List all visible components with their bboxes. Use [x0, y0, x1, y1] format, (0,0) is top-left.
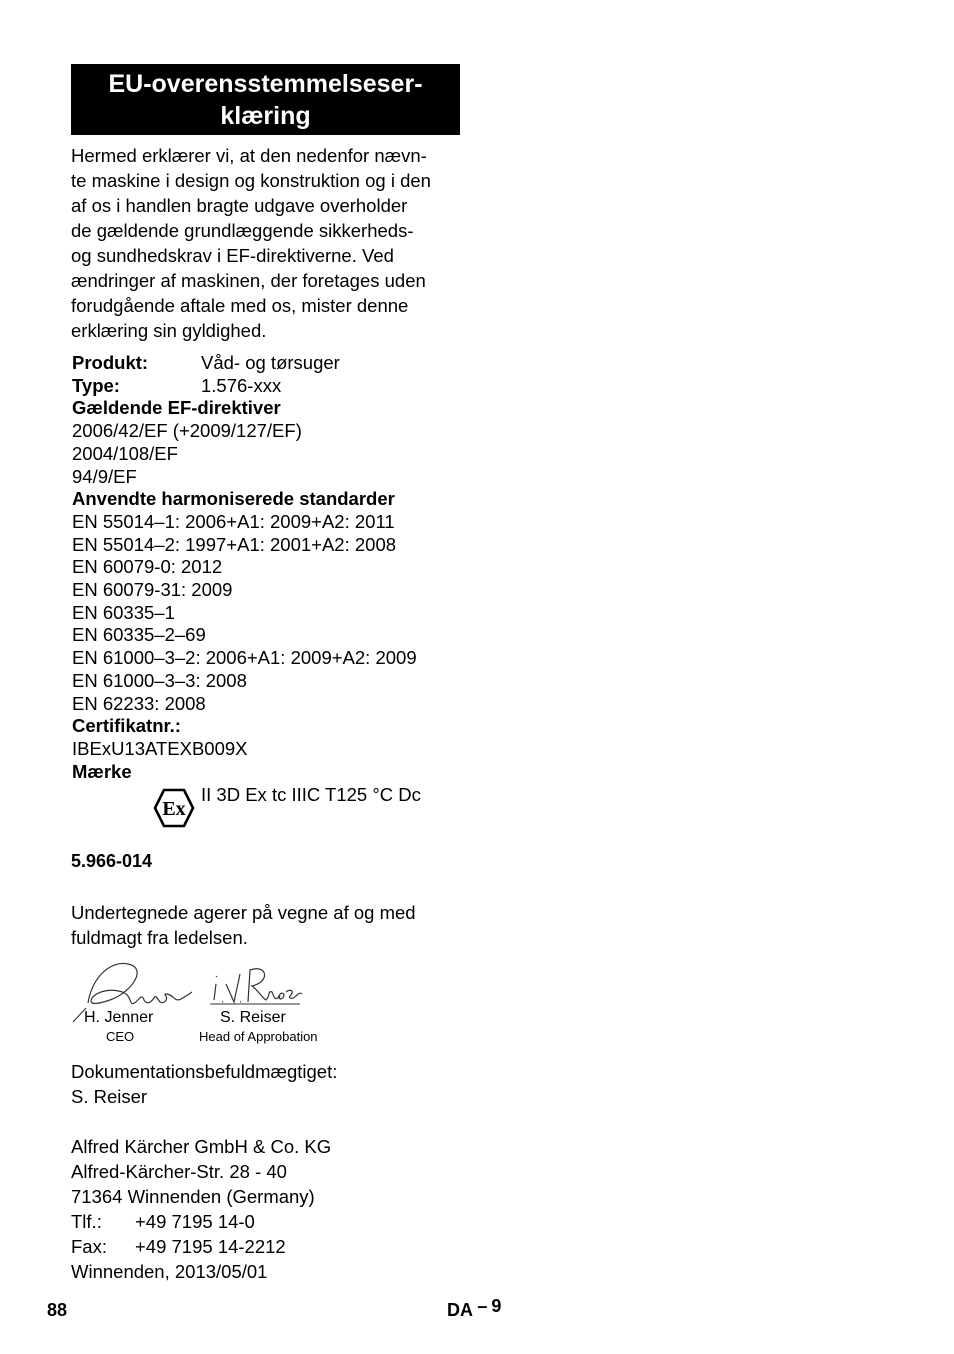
doc-authorized-name: S. Reiser [71, 1086, 148, 1107]
certificate-value: IBExU13ATEXB009X [72, 737, 248, 759]
standard-item: EN 61000–3–3: 2008 [72, 669, 247, 691]
directives-heading: Gældende EF-direktiver [72, 397, 281, 419]
product-value: Våd- og tørsuger [201, 352, 340, 373]
section-page-number: 9 [491, 1296, 502, 1316]
intro-line: te maskine i design og konstruktion og i den [71, 170, 431, 191]
standard-item: EN 60335–1 [72, 601, 175, 623]
company-name: Alfred Kärcher GmbH & Co. KG [71, 1136, 332, 1157]
company-street: Alfred-Kärcher-Str. 28 - 40 [71, 1161, 287, 1182]
intro-line: forudgående aftale med os, mister denne [71, 295, 409, 316]
standard-item: EN 60079-31: 2009 [72, 579, 233, 601]
intro-line: Hermed erklærer vi, at den nedenfor nævn- [71, 145, 427, 166]
type-label: Type: [72, 374, 120, 396]
intro-line: erklæring sin gyldighed. [71, 320, 267, 341]
page-title-line-1: EU-overensstemmelseser- [108, 70, 423, 98]
documentation-authorized [71, 1059, 463, 1109]
standard-item: EN 60079-0: 2012 [72, 556, 223, 578]
product-row [72, 352, 417, 375]
phone-label: Tlf.: [71, 1211, 102, 1232]
standards-heading: Anvendte harmoniserede standarder [72, 488, 395, 510]
standard-item: EN 61000–3–2: 2006+A1: 2009+A2: 2009 [72, 647, 417, 669]
type-row [72, 375, 417, 398]
intro-paragraph [71, 143, 463, 343]
language-code: DA [447, 1300, 473, 1320]
company-address [71, 1134, 463, 1284]
page-number: 88 [47, 1300, 68, 1320]
page-title-line-2: klæring [220, 102, 311, 130]
signer-role-reiser: Head of Approbation [199, 1029, 318, 1044]
company-city: 71364 Winnenden (Germany) [71, 1186, 315, 1207]
document-number: 5.966-014 [71, 851, 153, 871]
declaration-fields [72, 352, 417, 783]
signer-role-jenner: CEO [106, 1029, 135, 1044]
product-label: Produkt: [72, 352, 149, 373]
ex-symbol-text: Ex [162, 798, 186, 820]
footer-dash: – [477, 1296, 488, 1316]
type-value: 1.576-xxx [201, 374, 282, 396]
signer-name-jenner: H. Jenner [84, 1009, 154, 1026]
ex-hexagon-icon [153, 788, 195, 828]
standard-item: EN 55014–2: 1997+A1: 2001+A2: 2008 [72, 533, 397, 555]
company-fax-row [71, 1234, 463, 1259]
directive-item: 2006/42/EF (+2009/127/EF) [72, 420, 302, 442]
marking-label: Mærke [72, 760, 132, 782]
place-date: Winnenden, 2013/05/01 [71, 1261, 268, 1282]
signatory-statement [71, 900, 463, 950]
directive-item: 94/9/EF [72, 465, 137, 487]
fax-label: Fax: [71, 1236, 107, 1257]
certificate-label: Certifikatnr.: [72, 715, 181, 737]
signature-reiser-image [208, 962, 304, 1008]
standard-item: EN 62233: 2008 [72, 692, 206, 714]
page-title [71, 64, 460, 135]
signatory-line: Undertegnede agerer på vegne af og med [71, 902, 416, 923]
fax-value: +49 7195 14-2212 [135, 1236, 286, 1257]
directive-item: 2004/108/EF [72, 442, 178, 464]
company-phone-row [71, 1209, 463, 1234]
phone-value: +49 7195 14-0 [135, 1211, 255, 1232]
standard-item: EN 60335–2–69 [72, 624, 206, 646]
footer-section-label [447, 1296, 502, 1321]
intro-line: af os i handlen bragte udgave overholder [71, 195, 408, 216]
standard-item: EN 55014–1: 2006+A1: 2009+A2: 2011 [72, 510, 395, 532]
signatory-line: fuldmagt fra ledelsen. [71, 927, 248, 948]
intro-line: de gældende grundlæggende sikkerheds- [71, 220, 414, 241]
intro-line: ændringer af maskinen, der foretages uden [71, 270, 426, 291]
doc-authorized-label: Dokumentationsbefuldmægtiget: [71, 1061, 338, 1082]
signer-name-reiser: S. Reiser [220, 1009, 286, 1026]
marking-value: II 3D Ex tc IIIC T125 °C Dc [201, 784, 421, 805]
intro-line: og sundhedskrav i EF-direktiverne. Ved [71, 245, 394, 266]
